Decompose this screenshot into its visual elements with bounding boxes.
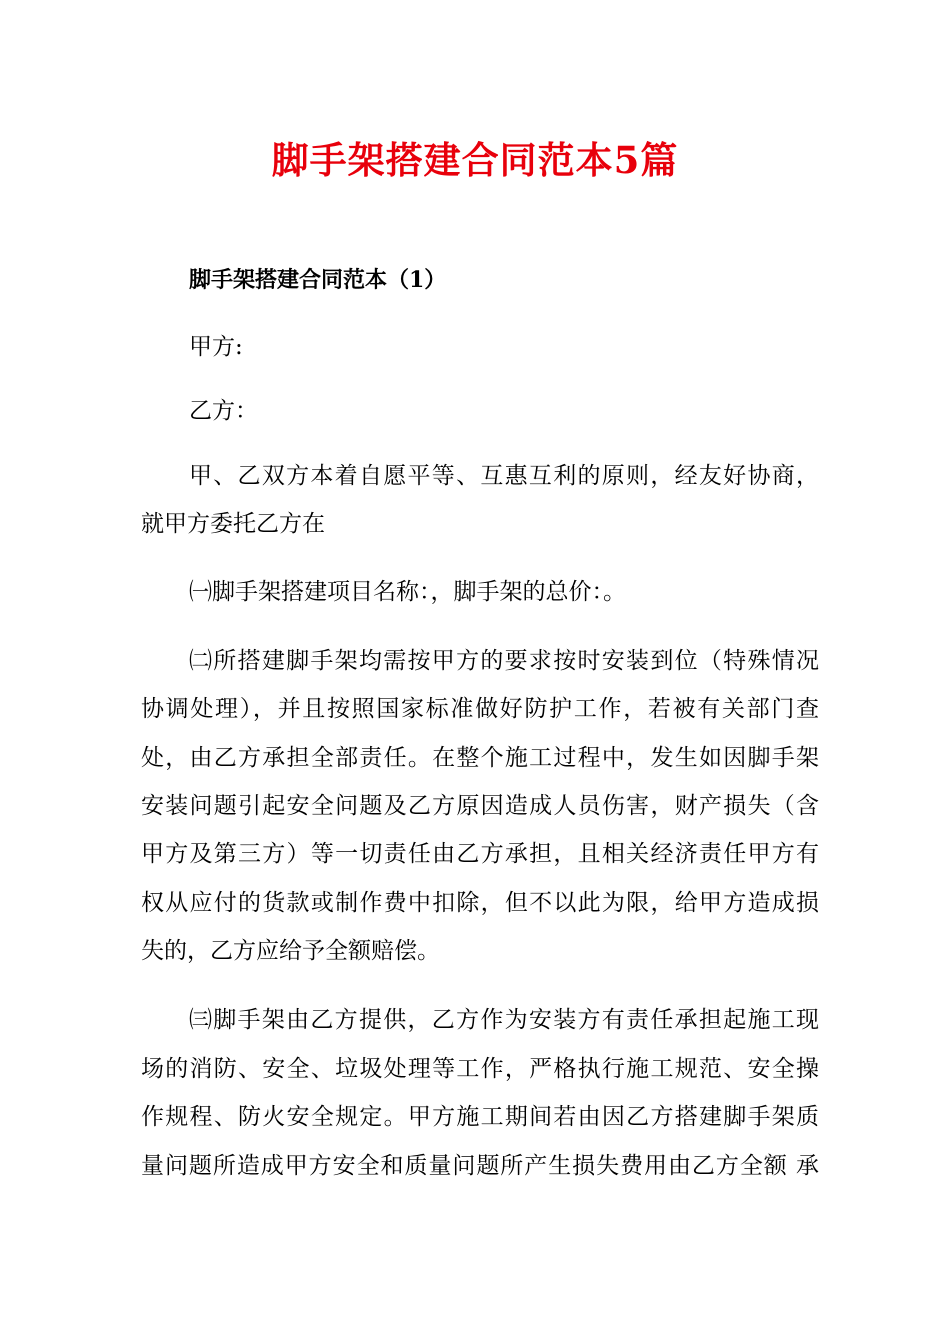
party-b-label: 乙方：	[189, 398, 258, 424]
clause-3-line-3: 作规程、防火安全规定。甲方施工期间若由因乙方搭建脚手架质	[141, 1104, 819, 1130]
clause-3-line-4: 量问题所造成甲方安全和质量问题所产生损失费用由乙方全额 承	[141, 1153, 819, 1179]
clause-2-line-5: 甲方及第三方）等一切责任由乙方承担，且相关经济责任甲方有	[141, 841, 819, 867]
clause-2-line-3: 处，由乙方承担全部责任。在整个施工过程中，发生如因脚手架	[141, 745, 819, 771]
clause-2-line-7: 失的，乙方应给予全额赔偿。	[141, 938, 440, 964]
clause-2-line-4: 安装问题引起安全问题及乙方原因造成人员伤害，财产损失（含	[141, 793, 819, 819]
clause-3-line-1: ㈢脚手架由乙方提供，乙方作为安装方有责任承担起施工现	[189, 1007, 819, 1033]
clause-1-line: ㈠脚手架搭建项目名称：，脚手架的总价：。	[189, 579, 626, 605]
clause-2-line-6: 权从应付的货款或制作费中扣除，但不以此为限，给甲方造成损	[141, 890, 819, 916]
intro-line-1: 甲、乙双方本着自愿平等、互惠互利的原则，经友好协商，	[189, 463, 819, 489]
section-heading: 脚手架搭建合同范本（1）	[189, 267, 447, 293]
clause-2-line-2: 协调处理），并且按照国家标准做好防护工作，若被有关部门查	[141, 696, 819, 722]
clause-3-line-2: 场的消防、安全、垃圾处理等工作，严格执行施工规范、安全操	[141, 1056, 819, 1082]
party-a-label: 甲方:	[189, 334, 243, 360]
document-title: 脚手架搭建合同范本5篇	[271, 138, 679, 182]
clause-2-line-1: ㈡所搭建脚手架均需按甲方的要求按时安装到位（特殊情况	[189, 648, 819, 674]
intro-line-2: 就甲方委托乙方在	[141, 511, 325, 537]
